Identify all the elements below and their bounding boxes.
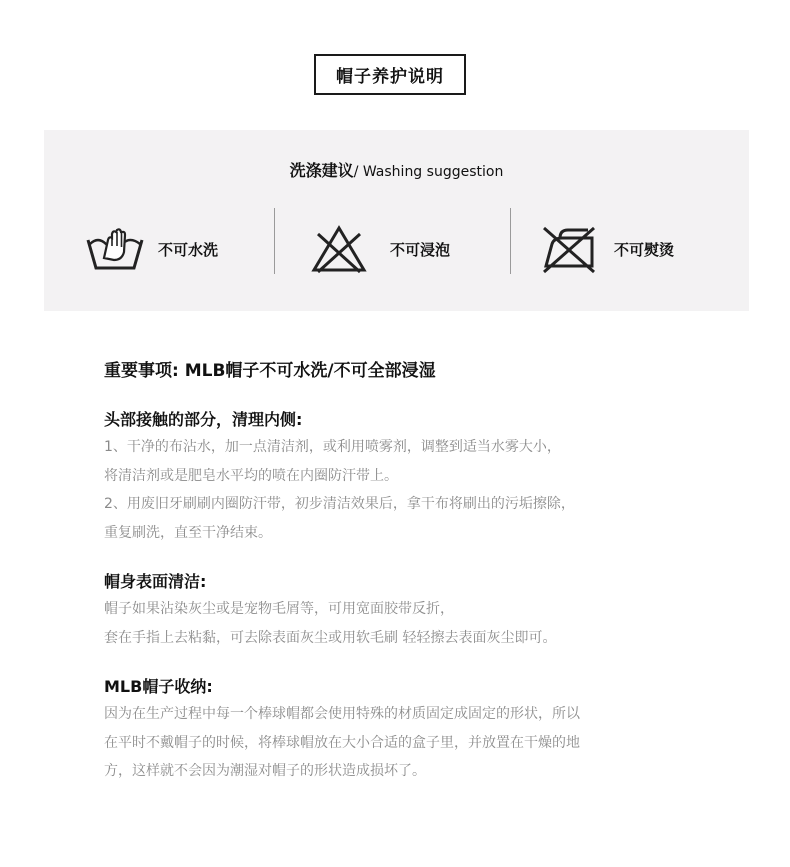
washing-suggestion-panel (44, 130, 749, 311)
washing-heading-zh: 洗涤建议 (289, 161, 354, 180)
divider (510, 208, 511, 274)
no-bleach-icon (308, 222, 370, 276)
divider (274, 208, 275, 274)
care-label-no-soak: 不可浸泡 (390, 240, 451, 259)
washing-heading (44, 158, 749, 181)
important-notice: 重要事项: MLB帽子不可水洗/不可全部浸湿 (104, 361, 436, 381)
care-item-no-wash (84, 218, 218, 280)
section-storage (104, 674, 704, 786)
care-item-no-iron (538, 218, 674, 280)
page-title: 帽子养护说明 (314, 54, 466, 95)
section-title: MLB帽子收纳: (104, 677, 213, 696)
care-instructions (104, 358, 704, 808)
section-line: 方，这样就不会因为潮湿对帽子的形状造成损坏了。 (104, 763, 426, 779)
section-line: 1、干净的布沾水，加一点清洁剂，或利用喷雾剂，调整到适当水雾大小， (104, 439, 561, 455)
section-line: 套在手指上去粘黏，可去除表面灰尘或用软毛刷 轻轻擦去表面灰尘即可。 (104, 629, 557, 646)
washing-heading-en: / Washing suggestion (353, 164, 504, 180)
section-line: 帽子如果沾染灰尘或是宠物毛屑等，可用宽面胶带反折， (104, 601, 454, 617)
care-item-no-soak (308, 218, 450, 280)
section-surface-cleaning (104, 569, 704, 652)
section-line: 2、用废旧牙刷刷内圈防汗带，初步清洁效果后，拿干布将刷出的污垢擦除， (104, 496, 575, 512)
section-line: 重复刷洗，直至干净结束。 (104, 524, 272, 541)
care-label-no-wash: 不可水洗 (158, 240, 219, 259)
care-label-no-iron: 不可熨烫 (614, 240, 675, 259)
section-line: 将清洁剂或是肥皂水平均的喷在内圈防汗带上。 (104, 467, 398, 484)
section-inner-cleaning (104, 407, 704, 547)
no-iron-icon (538, 222, 600, 276)
section-title: 头部接触的部分，清理内侧: (104, 410, 303, 429)
section-title: 帽身表面清洁: (104, 572, 207, 591)
hand-wash-icon (84, 222, 146, 276)
section-line: 在平时不戴帽子的时候，将棒球帽放在大小合适的盒子里，并放置在干燥的地 (104, 734, 580, 751)
section-line: 因为在生产过程中每一个棒球帽都会使用特殊的材质固定成固定的形状，所以 (104, 706, 580, 722)
